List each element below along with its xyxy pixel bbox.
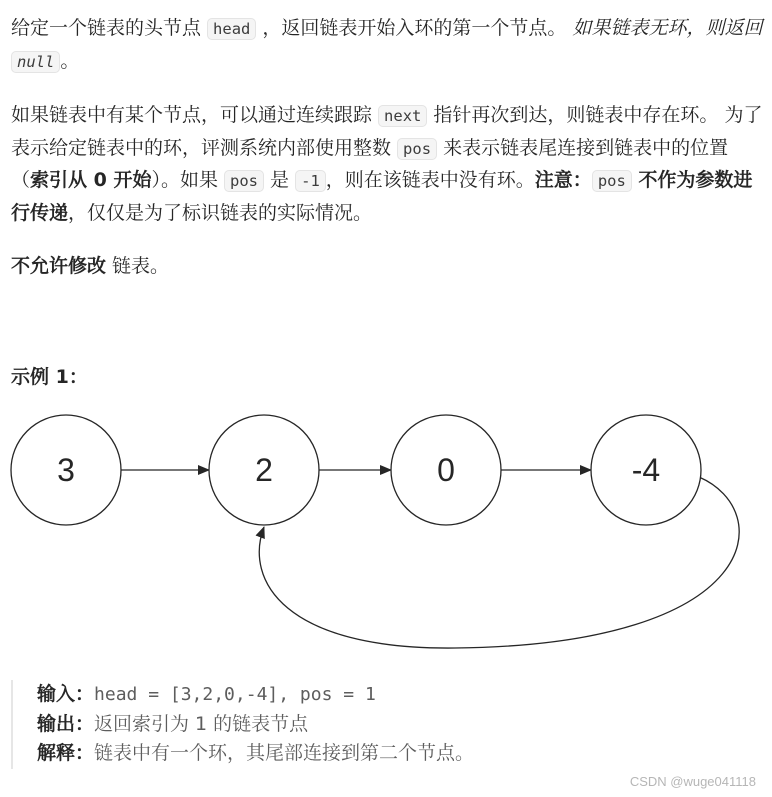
code-head: head — [207, 18, 256, 40]
input-value: head = [3,2,0,-4], pos = 1 — [94, 684, 376, 705]
constraint-bold: 不允许修改 — [11, 255, 107, 277]
intro-text-2: ，返回链表开始入环的第一个节点。 — [256, 17, 573, 39]
detail-text-5: 是 — [264, 169, 296, 191]
explain-label: 解释： — [37, 742, 95, 764]
explain-value: 链表中有一个环，其尾部连接到第二个节点。 — [94, 742, 475, 764]
node-label-1: 2 — [255, 452, 273, 488]
code-next: next — [378, 105, 427, 127]
detail-text-6: ，则在该链表中没有环。 — [325, 169, 535, 191]
intro-text-1: 给定一个链表的头节点 — [11, 17, 208, 39]
example-explain-line — [37, 739, 772, 769]
detail-text-3: 来表示链表尾连接到链表中的位置（ — [11, 136, 729, 191]
code-pos-2: pos — [224, 170, 264, 192]
intro-emphasis-text: 如果链表无环，则返回 — [572, 17, 763, 39]
bold-not-param: 不作为参数进行传递 — [11, 169, 753, 224]
constraint-line — [11, 251, 763, 283]
code-null: null — [11, 51, 60, 73]
node-label-0: 3 — [57, 452, 75, 488]
output-label: 输出： — [37, 712, 95, 735]
detail-text-4: ）。如果 — [151, 169, 225, 191]
node-label-3: -4 — [631, 452, 661, 488]
code-pos-3: pos — [592, 170, 632, 192]
detail-text-2: 指针再次到达，则链表中存在环。 为了表示给定链表中的环，评测系统内部使用整数 — [11, 104, 763, 159]
bold-note-label: 注意： — [534, 169, 592, 191]
code-neg-one: -1 — [295, 170, 326, 192]
problem-intro — [11, 13, 763, 78]
code-pos-1: pos — [397, 138, 437, 160]
node-label-2: 0 — [437, 452, 455, 488]
example-block — [11, 680, 772, 769]
output-value: 返回索引为 1 的链表节点 — [94, 712, 309, 735]
example-input-line — [37, 680, 772, 710]
watermark: CSDN @wuge041118 — [629, 774, 756, 789]
detail-text-1: 如果链表中有某个节点，可以通过连续跟踪 — [11, 104, 379, 126]
example-title: 示例 1： — [11, 366, 88, 388]
bold-index-from-zero: 索引从 0 开始 — [30, 169, 152, 191]
detail-text-7: ，仅仅是为了标识链表的实际情况。 — [68, 201, 373, 224]
input-label: 输入： — [37, 683, 95, 705]
linked-list-diagram — [0, 405, 772, 660]
example-output-line — [37, 710, 772, 740]
problem-detail — [11, 100, 763, 229]
constraint-text: 链表。 — [106, 255, 170, 277]
diagram-layer — [11, 415, 739, 648]
intro-text-3: 。 — [60, 49, 80, 72]
